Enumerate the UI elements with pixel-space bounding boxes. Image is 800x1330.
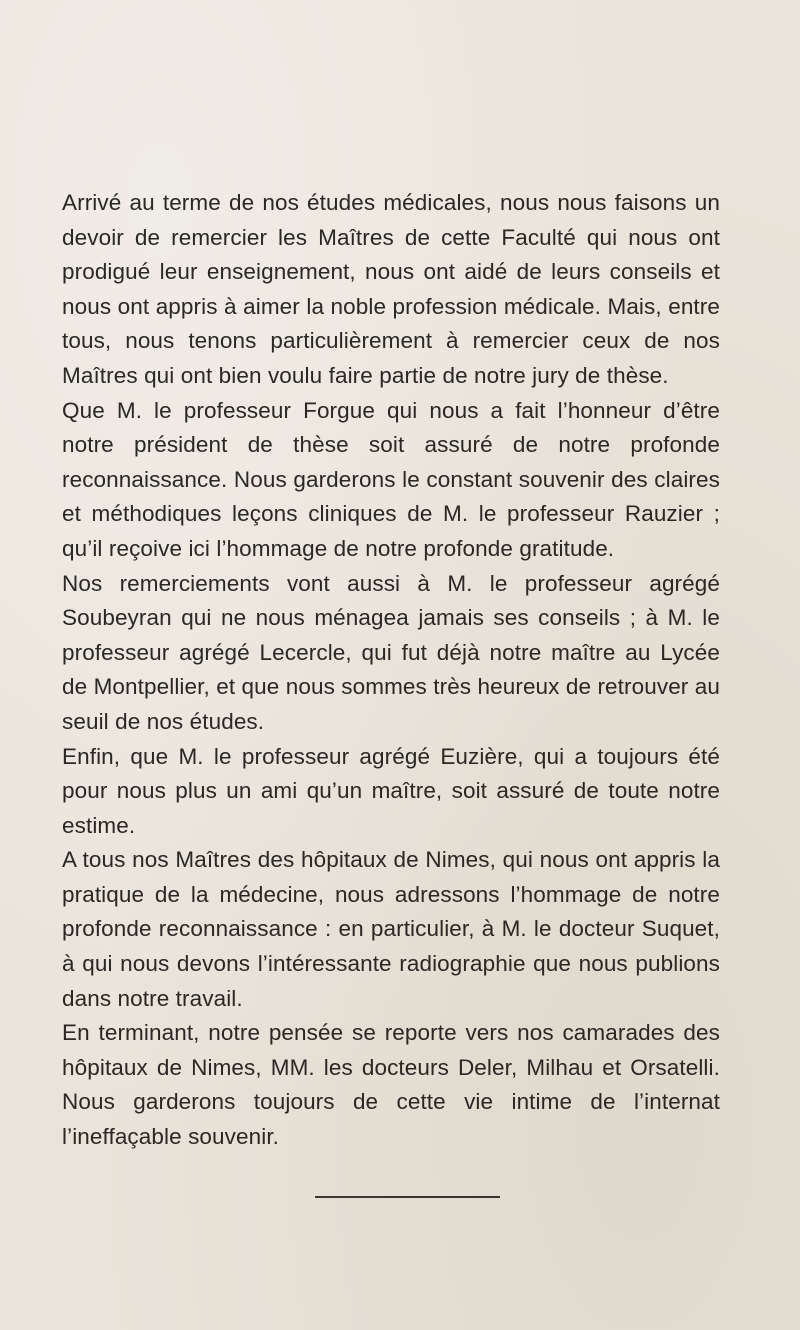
closing-divider [315, 1196, 500, 1198]
paragraph-euziere: Enfin, que M. le professeur agrégé Euzière, qui a toujours été pour nous plus un ami qu’un maître, soit assuré de toute notre estime. [62, 743, 720, 838]
paragraph-nimes-masters: A tous nos Maîtres des hôpitaux de Nimes, qui nous ont appris la pratique de la médecine, nous adressons l’hommage de notre profonde reconnaissance : en particulier, à M. le docteur Suquet, à qui nous devons l’intéressante radiographie que nous publions dans notre travail. [62, 847, 720, 1011]
paragraph-faculty-thanks: Arrivé au terme de nos études médicales, nous nous faisons un devoir de remercier les Maîtres de cette Faculté qui nous ont prodigué leur enseignement, nous ont aidé de leurs conseils et nous ont appris à aimer la noble profession médicale. Mais, entre tous, nous tenons particulièrement à remercier ceux de nos Maîtres qui ont bien voulu faire partie de notre jury de thèse. [62, 190, 720, 388]
paragraph-comrades: En terminant, notre pensée se reporte vers nos camarades des hôpitaux de Nimes, MM. les docteurs Deler, Milhau et Orsatelli. Nous garderons toujours de cette vie intime de l’internat l’ineffaçable souvenir. [62, 1020, 720, 1150]
acknowledgements-text [62, 186, 720, 1155]
paragraph-forgue-rauzier: Que M. le professeur Forgue qui nous a fait l’honneur d’être notre président de thèse soit assuré de notre profonde reconnaissance. Nous garderons le constant souvenir des claires et méthodiques leçons cliniques de M. le professeur Rauzier ; qu’il reçoive ici l’hommage de notre profonde gratitude. [62, 397, 720, 561]
paragraph-soubeyran-lecercle: Nos remerciements vont aussi à M. le professeur agrégé Soubeyran qui ne nous ménagea jamais ses conseils ; à M. le professeur agrégé Lecercle, qui fut déjà notre maître au Lycée de Montpellier, et que nous sommes très heureux de retrouver au seuil de nos études. [62, 570, 720, 734]
